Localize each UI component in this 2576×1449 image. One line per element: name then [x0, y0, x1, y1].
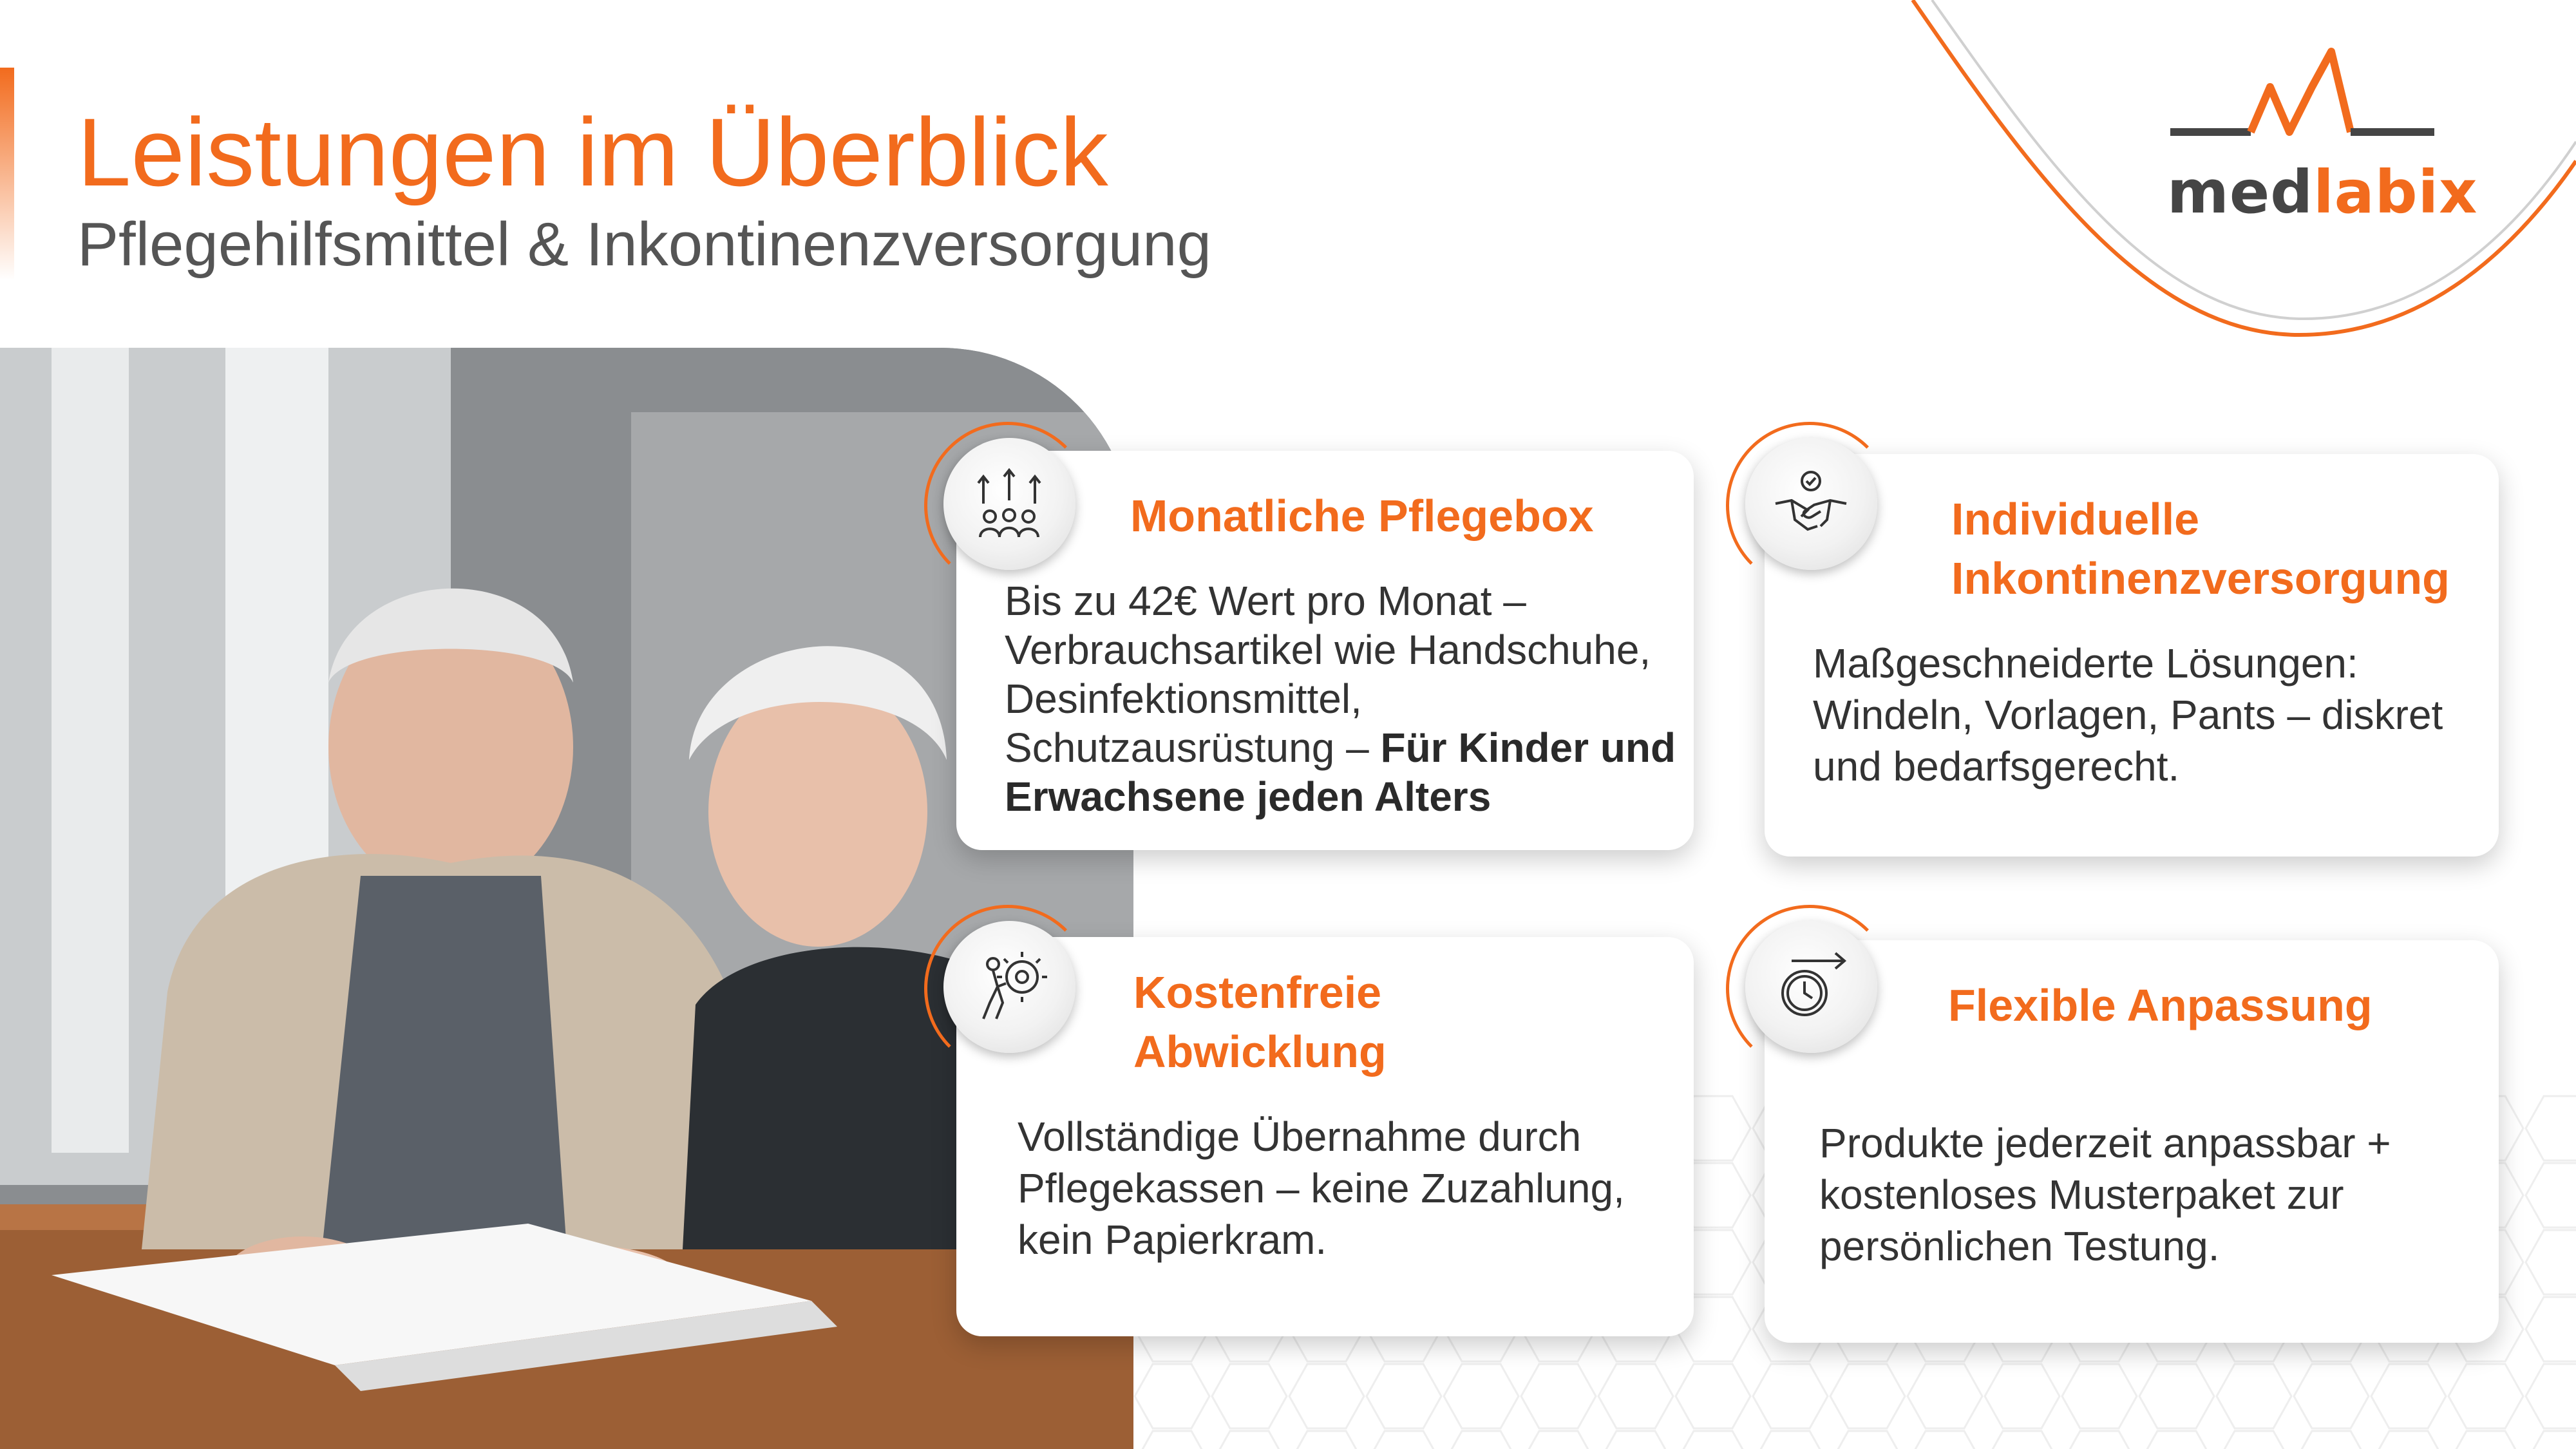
card-text: Produkte jederzeit anpassbar + kostenloses Musterpaket zur persönlichen Testung. [1819, 1120, 2391, 1269]
card-text: Maßgeschneiderte Lösungen: Windeln, Vorlagen, Pants – diskret und bedarfsgerecht. [1813, 640, 2443, 790]
page-subtitle: Pflegehilfsmittel & Inkontinenzversorgung [77, 210, 1211, 279]
card-title: Kostenfreie Abwicklung [1133, 967, 1387, 1077]
card-title: Monatliche Pflegebox [1130, 491, 1594, 541]
card-title: Individuelle Inkontinenzversorgung [1951, 494, 2450, 603]
handshake-icon [1745, 438, 1877, 570]
growth-arrows-people-icon [943, 438, 1075, 570]
accent-bar [0, 68, 14, 280]
card-text: Bis zu 42€ Wert pro Monat – Verbrauchsartikel wie Handschuhe, Desinfektionsmittel, Schutzausrüstung – Für Kinder und Erwachsene jeden Alters [1005, 578, 1676, 820]
page-title: Leistungen im Überblick [77, 98, 1108, 206]
clock-arrow-icon [1745, 921, 1877, 1053]
logo-text: medlabix [2167, 158, 2478, 227]
card-title: Flexible Anpassung [1948, 980, 2372, 1030]
logo-area [1900, 0, 2576, 348]
card-text: Vollständige Übernahme durch Pflegekassen – keine Zuzahlung, kein Papierkram. [1018, 1113, 1625, 1263]
person-pushing-gear-icon [943, 921, 1075, 1053]
